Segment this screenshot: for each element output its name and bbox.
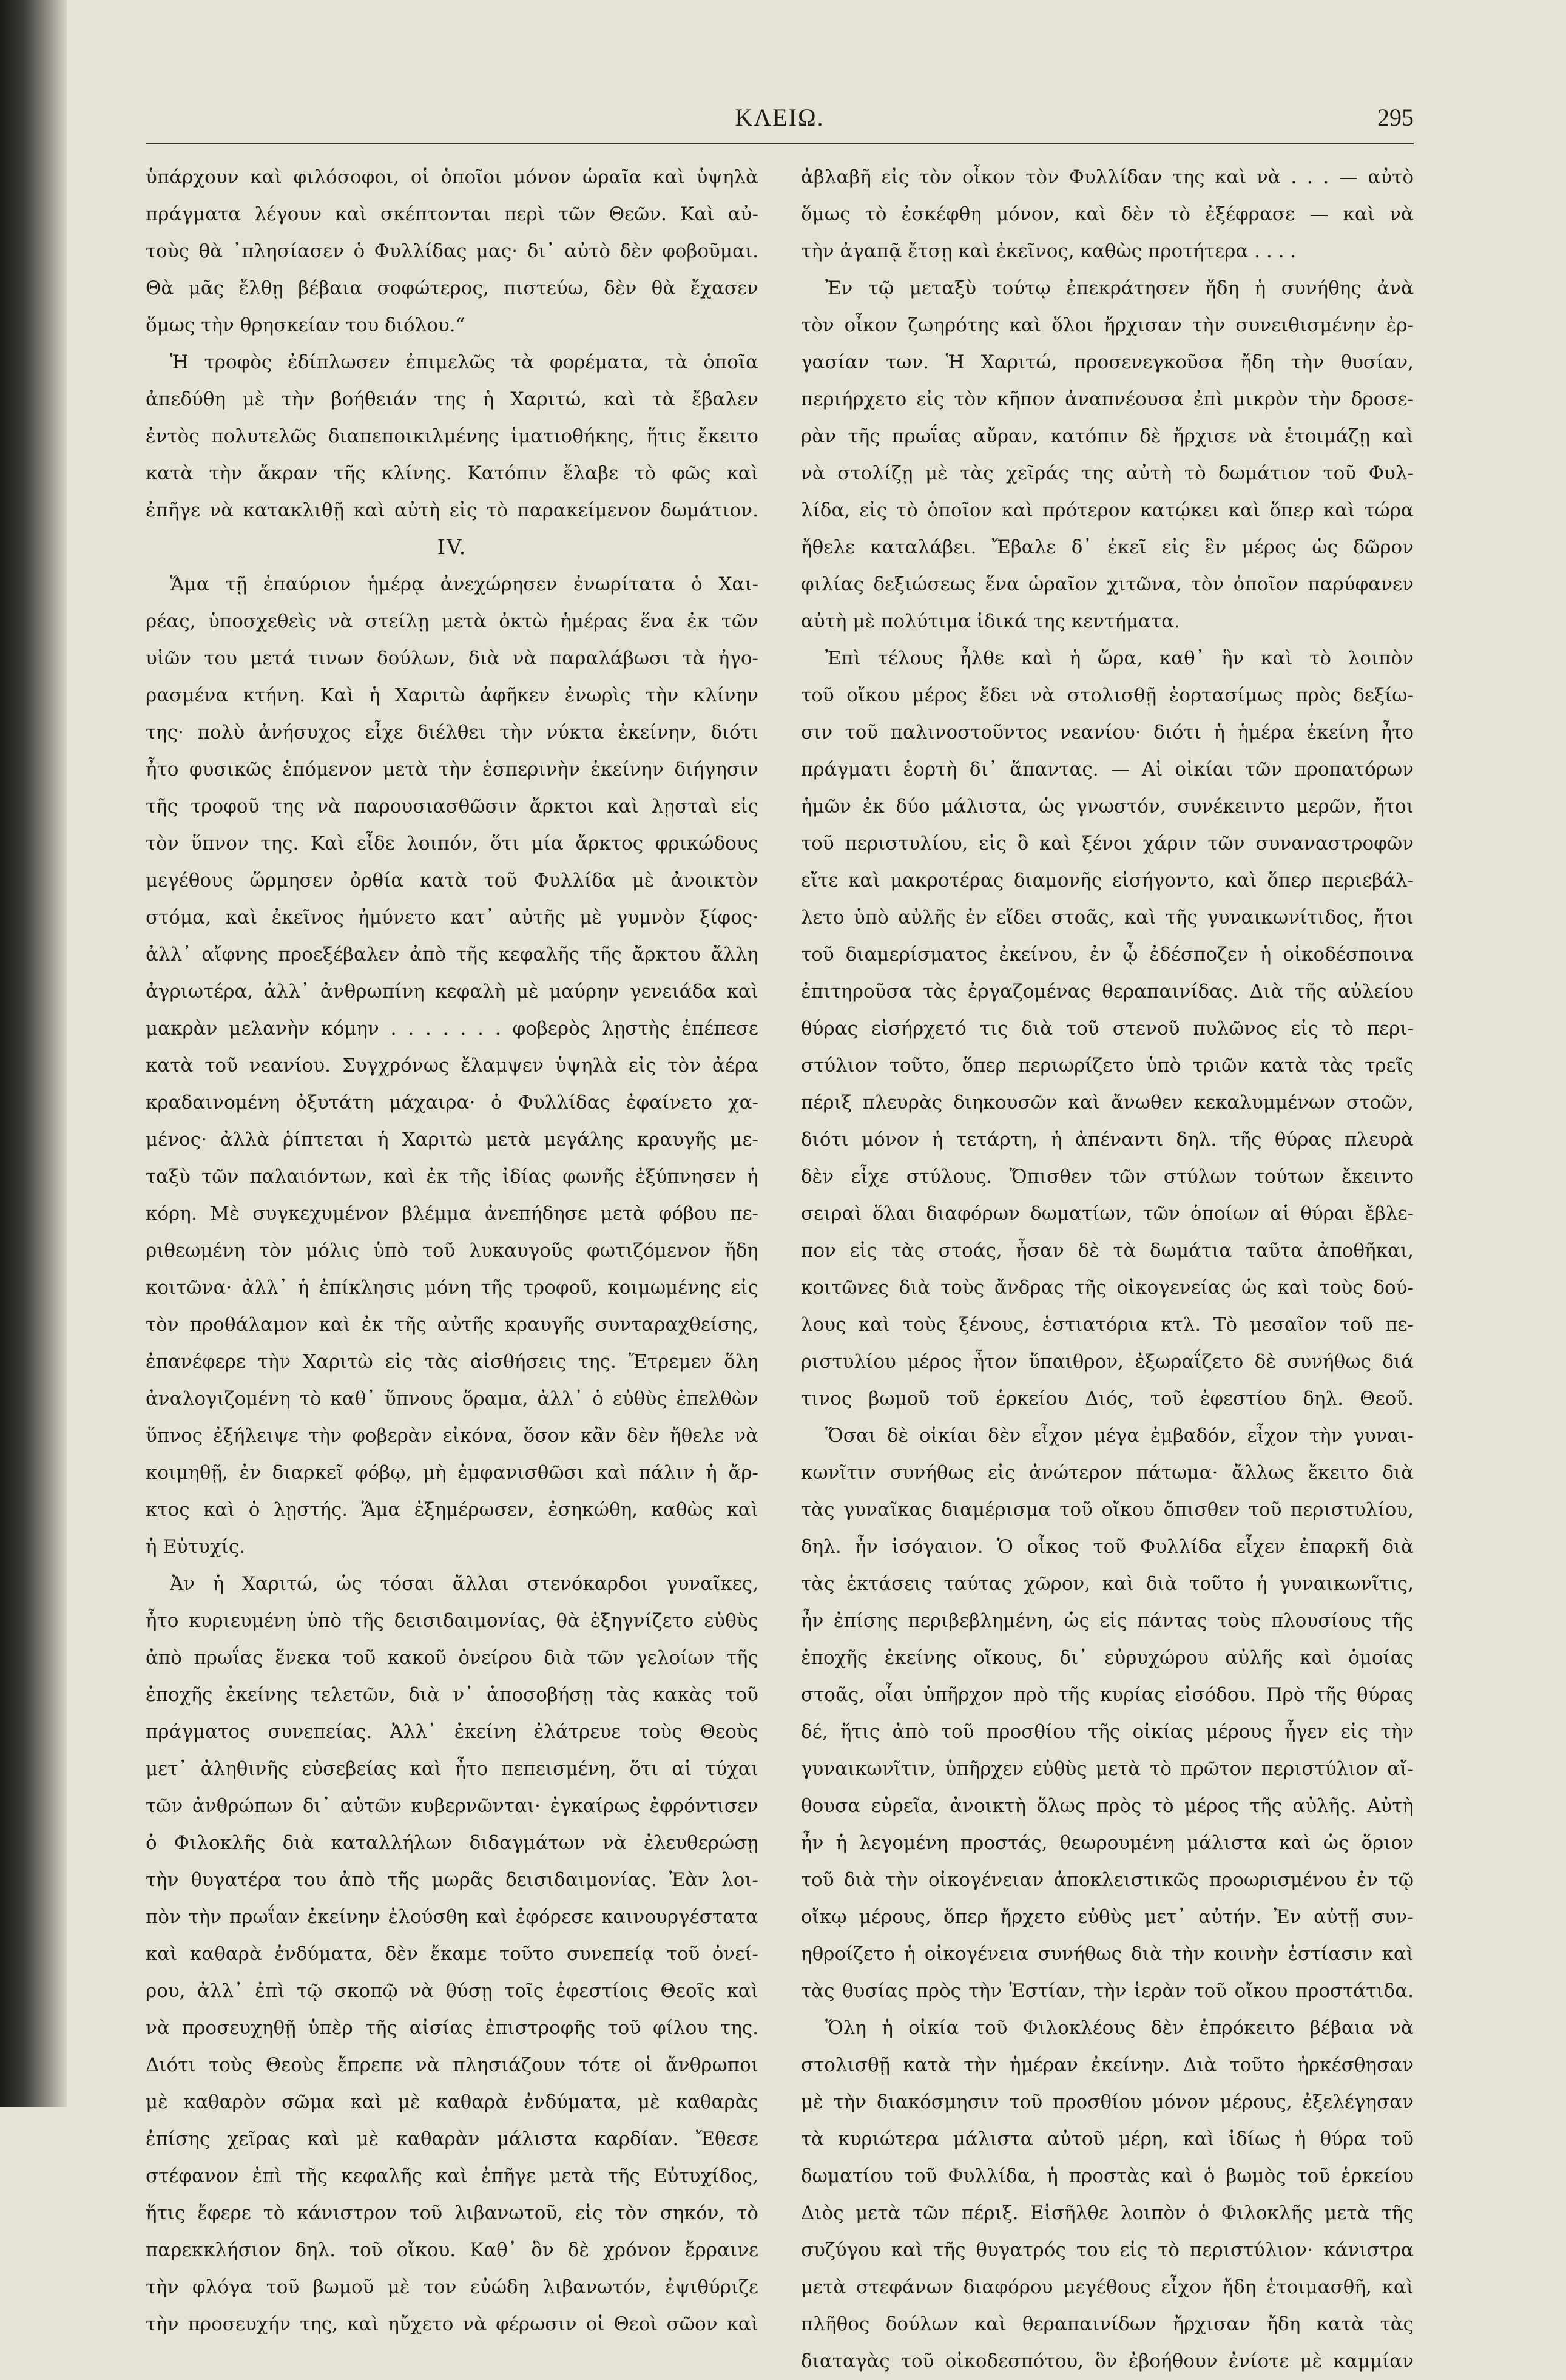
page-number: 295 [1377, 104, 1414, 131]
text-line: ἀναλογιζομένη τὸ καθ᾽ ὕπνους ὅραμα, ἀλλ᾽ ὁ εὐθὺς ἐπελθὼν [146, 1388, 758, 1410]
text-line: Ἡ τροφὸς ἐδίπλωσεν ἐπιμελῶς τὰ φορέματα, τὰ ὁποῖα [170, 351, 758, 373]
text-line: Ὅσαι δὲ οἰκίαι δὲν εἶχον μέγα ἐμβαδόν, εἶχον τὴν γυναι- [825, 1425, 1414, 1447]
text-line: κοιμηθῇ, ἐν διαρκεῖ φόβῳ, μὴ ἐμφανισθῶσι καὶ πάλιν ἡ ἄρ- [146, 1462, 758, 1484]
text-line: τοῦ οἴκου μέρος ἔδει νὰ στολισθῇ ἑορτασίμως πρὸς δεξίω- [801, 685, 1414, 706]
text-line: τὴν προσευχήν της, καὶ ηὔχετο νὰ φέρωσιν οἱ Θεοὶ σῶον καὶ [146, 2313, 758, 2335]
text-line: ἐπίσης χεῖρας καὶ μὲ καθαρὰν μάλιστα καρδίαν. Ἔθεσε [146, 2128, 758, 2150]
text-line: γασίαν των. Ἡ Χαριτώ, προσενεγκοῦσα ἤδη τὴν θυσίαν, [801, 351, 1414, 373]
text-line: λίδα, εἰς τὸ ὁποῖον καὶ πρότερον κατῴκει καὶ ὅπερ καὶ τώρα [801, 499, 1414, 521]
text-line: στολισθῇ κατὰ τὴν ἡμέραν ἐκείνην. Διὰ τοῦτο ἠρκέσθησαν [801, 2054, 1414, 2076]
text-line: πλῆθος δούλων καὶ θεραπαινίδων ἤρχισαν ἤδη κατὰ τὰς [801, 2313, 1414, 2335]
text-line: πέριξ πλευρὰς διηκουσῶν καὶ ἄνωθεν κεκαλυμμένων στοῶν, [801, 1092, 1414, 1114]
text-line: τῆς τροφοῦ της νὰ παρουσιασθῶσιν ἄρκτοι καὶ λῃσταὶ εἰς [146, 796, 758, 817]
text-line: ἦτο κυριευμένη ὑπὸ τῆς δεισιδαιμονίας, θὰ ἐξηγνίζετο εὐθὺς [146, 1610, 758, 1632]
text-line: τῶν ἀνθρώπων δι᾽ αὐτῶν κυβερνῶνται· ἐγκαίρως ἐφρόντισεν [146, 1795, 758, 1817]
text-line: τὸν προθάλαμον καὶ ἐκ τῆς αὐτῆς κραυγῆς συνταραχθείσης, [146, 1314, 758, 1336]
text-line: δηλ. ἦν ἰσόγαιον. Ὁ οἶκος τοῦ Φυλλίδα εἶχεν ἐπαρκῆ διὰ [801, 1536, 1414, 1558]
text-line: τὴν φλόγα τοῦ βωμοῦ μὲ τον εὐώδη λιβανωτόν, ἐψιθύριζε [146, 2276, 758, 2298]
text-line: ὕπνος ἐξήλειψε τὴν φοβερὰν εἰκόνα, ὅσον κἂν δὲν ἤθελε νὰ [146, 1425, 758, 1447]
text-line: νὰ προσευχηθῇ ὑπὲρ τῆς αἰσίας ἐπιστροφῆς τοῦ φίλου της. [146, 2017, 758, 2039]
text-line: μὲ τὴν διακόσμησιν τοῦ προσθίου μόνον μέρους, ἐξελέγησαν [801, 2091, 1414, 2113]
text-line: τοῦ διὰ τὴν οἰκογένειαν ἀποκλειστικῶς προωρισμένου ἐν τῷ [801, 1869, 1414, 1891]
text-line: κατὰ τοῦ νεανίου. Συγχρόνως ἔλαμψεν ὑψηλὰ εἰς τὸν ἀέρα [146, 1055, 758, 1077]
header-rule [146, 143, 1414, 144]
text-line: τὸν οἶκον ζωηρότης καὶ ὅλοι ἤρχισαν τὴν συνειθισμένην ἐρ- [801, 314, 1414, 336]
text-line: ἥτις ἔφερε τὸ κάνιστρον τοῦ λιβανωτοῦ, εἰς τὸν σηκόν, τὸ [146, 2202, 758, 2224]
right-text-column [801, 159, 1414, 2380]
text-line: δέ, ἥτις ἀπὸ τοῦ προσθίου τῆς οἰκίας μέρους ἦγεν εἰς τὴν [801, 1721, 1414, 1743]
text-line: υἱῶν του μετά τινων δούλων, διὰ νὰ παραλάβωσι τὰ ἠγο- [146, 647, 758, 669]
text-line: ηθροίζετο ἡ οἰκογένεια συνήθως διὰ τὴν κοινὴν ἑστίασιν καὶ [801, 1943, 1414, 1965]
text-line: ἐποχῆς ἐκείνης οἴκους, δι᾽ εὐρυχώρου αὐλῆς καὶ ὁμοίας [801, 1647, 1414, 1669]
text-line: Ἐπὶ τέλους ἦλθε καὶ ἡ ὥρα, καθ᾽ ἣν καὶ τὸ λοιπὸν [825, 647, 1414, 669]
text-line: ἐπιτηροῦσα τὰς ἐργαζομένας θεραπαινίδας. Διὰ τῆς αὐλείου [801, 981, 1414, 1002]
text-line: στύλιον τοῦτο, ὅπερ περιωρίζετο ὑπὸ τριῶν κατὰ τὰς τρεῖς [801, 1055, 1414, 1077]
text-line: οἴκῳ μέρους, ὅπερ ἤρχετο εὐθὺς μετ᾽ αὐτήν. Ἐν αὐτῇ συν- [801, 1906, 1414, 1928]
text-line: τὸν ὕπνον της. Καὶ εἶδε λοιπόν, ὅτι μία ἄρκτος φρικώδους [146, 833, 758, 854]
text-line: ἀγριωτέρα, ἀλλ᾽ ἀνθρωπίνη κεφαλὴ μὲ μαύρην γενειάδα καὶ [146, 981, 758, 1002]
text-line: λετο ὑπὸ αὐλῆς ἐν εἴδει στοᾶς, καὶ τῆς γυναικωνίτιδος, ἤτοι [801, 907, 1414, 928]
text-line: μετ᾽ ἀληθινῆς εὐσεβείας καὶ ἦτο πεπεισμένη, ὅτι αἱ τύχαι [146, 1758, 758, 1780]
text-line: θύρας εἰσήρχετό τις διὰ τοῦ στενοῦ πυλῶνος εἰς τὸ περι- [801, 1018, 1414, 1040]
text-line: στέφανον ἐπὶ τῆς κεφαλῆς καὶ ἐπῆγε μετὰ τῆς Εὐτυχίδος, [146, 2165, 758, 2187]
text-line: ἐποχῆς ἐκείνης τελετῶν, διὰ ν᾽ ἀποσοβήσῃ τὰς κακὰς τοῦ [146, 1684, 758, 1706]
text-line: στοᾶς, οἷαι ὑπῆρχον πρὸ τῆς κυρίας εἰσόδου. Πρὸ τῆς θύρας [801, 1684, 1414, 1706]
text-line: ὅμως τὸ ἐσκέφθη μόνον, καὶ δὲν τὸ ἐξέφρασε — καὶ νὰ [801, 203, 1414, 225]
text-line: πράγματα λέγουν καὶ σκέπτονται περὶ τῶν Θεῶν. Καὶ αὐ- [146, 203, 758, 225]
section-heading: IV. [437, 535, 467, 560]
text-line: διαταγὰς τοῦ οἰκοδεσπότου, ὃν ἐβοήθουν ἐνίοτε μὲ καμμίαν [801, 2350, 1414, 2372]
text-line: εἴτε καὶ μακροτέρας διαμονῆς εἰσήγοντο, καὶ ὅπερ περιεβάλ- [801, 870, 1414, 891]
text-line: ὅμως τὴν θρησκείαν του διόλου.“ [146, 314, 465, 336]
text-line: τὰς ἐκτάσεις ταύτας χῶρον, καὶ διὰ τοῦτο ἡ γυναικωνῖτις, [801, 1573, 1414, 1595]
text-line: πον εἰς τὰς στοάς, ἦσαν δὲ τὰ δωμάτια ταῦτα ἀποθῆκαι, [801, 1240, 1414, 1262]
text-line: ἀλλ᾽ αἴφνης προεξέβαλεν ἀπὸ τῆς κεφαλῆς τῆς ἄρκτου ἄλλη [146, 944, 758, 965]
text-line: Διὸς μετὰ τῶν πέριξ. Εἰσῆλθε λοιπὸν ὁ Φιλοκλῆς μετὰ τῆς [801, 2202, 1414, 2224]
text-line: μεγέθους ὥρμησεν ὀρθία κατὰ τοῦ Φυλλίδα μὲ ἀνοικτὸν [146, 870, 758, 891]
page-header [146, 97, 1414, 140]
text-line: ἦτο φυσικῶς ἑπόμενον μετὰ τὴν ἑσπερινὴν ἐκείνην διήγησιν [146, 759, 758, 780]
text-line: σειραὶ ὅλαι διαφόρων δωματίων, τῶν ὁποίων αἱ θύραι ἔβλε- [801, 1203, 1414, 1225]
text-line: ὑπάρχουν καὶ φιλόσοφοι, οἱ ὁποῖοι μόνον ὡραῖα καὶ ὑψηλὰ [146, 166, 758, 188]
text-line: τὴν θυγατέρα του ἀπὸ τῆς μωρᾶς δεισιδαιμονίας. Ἐὰν λοι- [146, 1869, 758, 1891]
text-line: σιν τοῦ παλινοστοῦντος νεανίου· διότι ἡ ἡμέρα ἐκείνη ἦτο [801, 722, 1414, 743]
text-line: πράγματι ἑορτὴ δι᾽ ἅπαντας. — Αἱ οἰκίαι τῶν προπατόρων [801, 759, 1414, 780]
text-line: τὴν ἀγαπᾷ ἔτσῃ καὶ ἐκεῖνος, καθὼς προτήτερα . . . . [801, 240, 1297, 262]
text-line: ἀπεδύθη μὲ τὴν βοήθειάν της ἡ Χαριτώ, καὶ τὰ ἔβαλεν [146, 388, 758, 410]
text-line: θουσα εὐρεῖα, ἀνοικτὴ ὅλως πρὸς τὸ μέρος τῆς αὐλῆς. Αὐτὴ [801, 1795, 1414, 1817]
text-line: κραδαινομένη ὀξυτάτη μάχαιρα· ὁ Φυλλίδας ἐφαίνετο χα- [146, 1092, 758, 1114]
left-text-column [146, 159, 758, 2343]
text-line: Ἅμα τῇ ἐπαύριον ἡμέρᾳ ἀνεχώρησεν ἐνωρίτατα ὁ Χαι- [170, 573, 758, 595]
text-line: κόρη. Μὲ συγκεχυμένον βλέμμα ἀνεπήδησε μετὰ φόβου πε- [146, 1203, 758, 1225]
text-line: Ἐν τῷ μεταξὺ τούτῳ ἐπεκράτησεν ἤδη ἡ συνήθης ἀνὰ [825, 277, 1414, 299]
text-line: ἤθελε καταλάβει. Ἔβαλε δ᾽ ἐκεῖ εἰς ἓν μέρος ὡς δῶρον [801, 536, 1414, 558]
text-line: ἦν ἐπίσης περιβεβλημένη, ὡς εἰς πάντας τοὺς πλουσίους τῆς [801, 1610, 1414, 1632]
text-line: Διότι τοὺς Θεοὺς ἔπρεπε νὰ πλησιάζουν τότε οἱ ἄνθρωποι [146, 2054, 758, 2076]
text-line: ἐπανέφερε τὴν Χαριτὼ εἰς τὰς αἰσθήσεις της. Ἔτρεμεν ὅλη [146, 1351, 758, 1373]
text-line: ἡμῶν ἐκ δύο μάλιστα, ὡς γνωστόν, συνέκειντο μερῶν, ἤτοι [801, 796, 1414, 817]
book-spine-shadow [0, 0, 67, 2107]
text-line: ρασμένα κτήνη. Καὶ ἡ Χαριτὼ ἀφῆκεν ἐνωρὶς τὴν κλίνην [146, 685, 758, 706]
text-line: κατὰ τὴν ἄκραν τῆς κλίνης. Κατόπιν ἔλαβε τὸ φῶς καὶ [146, 462, 758, 484]
text-line: κωνῖτιν συνήθως εἰς ἀνώτερον πάτωμα· ἄλλως ἔκειτο διὰ [801, 1462, 1414, 1484]
text-line: κοιτῶνα· ἀλλ᾽ ἡ ἐπίκλησις μόνη τῆς τροφοῦ, κοιμωμένης εἰς [146, 1277, 758, 1299]
text-line: δὲν εἶχε στύλους. Ὄπισθεν τῶν στύλων τούτων ἔκειντο [801, 1166, 1414, 1188]
text-line: ἐντὸς πολυτελῶς διαπεποικιλμένης ἱματιοθήκης, ἥτις ἔκειτο [146, 425, 758, 447]
text-line: παρεκκλήσιον δηλ. τοῦ οἴκου. Καθ᾽ ὃν δὲ χρόνον ἔρραινε [146, 2239, 758, 2261]
text-line: ἐπῆγε νὰ κατακλιθῇ καὶ αὐτὴ εἰς τὸ παρακείμενον δωμάτιον. [146, 499, 758, 521]
text-line: διότι μόνον ἡ τετάρτη, ἡ ἀπέναντι δηλ. τῆς θύρας πλευρὰ [801, 1129, 1414, 1151]
text-line: πὸν τὴν πρωΐαν ἐκείνην ἐλούσθη καὶ ἐφόρεσε καινουργέστατα [146, 1906, 758, 1928]
text-line: λους καὶ τοὺς ξένους, ἑστιατόρια κτλ. Τὸ μεσαῖον τοῦ πε- [801, 1314, 1414, 1336]
text-line: νὰ στολίζῃ μὲ τὰς χεῖράς της αὐτὴ τὸ δωμάτιον τοῦ Φυλ- [801, 462, 1414, 484]
text-line: μένος· ἀλλὰ ῥίπτεται ἡ Χαριτὼ μετὰ μεγάλης κραυγῆς με- [146, 1129, 758, 1151]
text-line: συζύγου καὶ τῆς θυγατρός του εἰς τὸ περιστύλιον· κάνιστρα [801, 2239, 1414, 2261]
text-line: ρὰν τῆς πρωΐας αὔραν, κατόπιν δὲ ἤρχισε νὰ ἑτοιμάζῃ καὶ [801, 425, 1414, 447]
text-line: Θὰ μᾶς ἔλθῃ βέβαια σοφώτερος, πιστεύω, δὲν θὰ ἔχασεν [146, 277, 758, 299]
text-line: ριστυλίου μέρος ἦτον ὕπαιθρον, ἐξωραΐζετο δὲ συνήθως διά [801, 1351, 1414, 1373]
text-line: μετὰ στεφάνων διαφόρου μεγέθους εἶχον ἤδη ἑτοιμασθῆ, καὶ [801, 2276, 1414, 2298]
text-line: ἀβλαβῆ εἰς τὸν οἶκον τὸν Φυλλίδαν της καὶ νὰ . . . — αὐτὸ [801, 166, 1414, 188]
text-line: δωματίου τοῦ Φυλλίδα, ἡ προστὰς καὶ ὁ βωμὸς τοῦ ἑρκείου [801, 2165, 1414, 2187]
text-line: στόμα, καὶ ἐκεῖνος ἠμύνετο κατ᾽ αὐτῆς μὲ γυμνὸν ξίφος· [146, 907, 758, 928]
text-line: περιήρχετο εἰς τὸν κῆπον ἀναπνέουσα ἐπὶ μικρὸν τὴν δροσε- [801, 388, 1414, 410]
text-line: ρέας, ὑποσχεθεὶς νὰ στείλῃ μετὰ ὀκτὼ ἡμέρας ἕνα ἐκ τῶν [146, 610, 758, 632]
text-line: τινος βωμοῦ τοῦ ἑρκείου Διός, τοῦ ἐφεστίου δηλ. Θεοῦ. [801, 1388, 1414, 1410]
text-line: της· πολὺ ἀνήσυχος εἶχε διέλθει τὴν νύκτα ἐκείνην, διότι [146, 722, 758, 743]
text-line: φιλίας δεξιώσεως ἕνα ὡραῖον χιτῶνα, τὸν ὁποῖον παρύφανεν [801, 573, 1414, 595]
text-line: πράγματος συνεπείας. Ἀλλ᾽ ἐκείνη ἐλάτρευε τοὺς Θεοὺς [146, 1721, 758, 1743]
text-line: ἦν ἡ λεγομένη προστάς, θεωρουμένη μάλιστα καὶ ὡς ὅριον [801, 1832, 1414, 1854]
text-line: αὐτὴ μὲ πολύτιμα ἰδικά της κεντήματα. [801, 610, 1180, 632]
text-line: ἡ Εὐτυχίς. [146, 1536, 246, 1558]
text-line: ρου, ἀλλ᾽ ἐπὶ τῷ σκοπῷ νὰ θύσῃ τοῖς ἐφεστίοις Θεοῖς καὶ [146, 1980, 758, 2002]
text-line: τὰ κυριώτερα μάλιστα αὐτοῦ μέρη, καὶ ἰδίως ἡ θύρα τοῦ [801, 2128, 1414, 2150]
text-line: γυναικωνῖτιν, ὑπῆρχεν εὐθὺς μετὰ τὸ πρῶτον περιστύλιον αἴ- [801, 1758, 1414, 1780]
text-line: τὰς θυσίας πρὸς τὴν Ἑστίαν, τὴν ἱερὰν τοῦ οἴκου προστάτιδα. [801, 1980, 1414, 2002]
text-line: κτος καὶ ὁ λῃστής. Ἅμα ἐξημέρωσεν, ἐσηκώθη, καθὼς καὶ [146, 1499, 758, 1521]
text-line: Ὅλη ἡ οἰκία τοῦ Φιλοκλέους δὲν ἐπρόκειτο βέβαια νὰ [825, 2017, 1414, 2039]
text-line: ὁ Φιλοκλῆς διὰ καταλλήλων διδαγμάτων νὰ ἐλευθερώσῃ [146, 1832, 758, 1854]
text-line: Ἀν ἡ Χαριτώ, ὡς τόσαι ἄλλαι στενόκαρδοι γυναῖκες, [170, 1573, 758, 1595]
text-line: τοῦ περιστυλίου, εἰς ὃ καὶ ξένοι χάριν τῶν συναναστροφῶν [801, 833, 1414, 854]
text-line: μὲ καθαρὸν σῶμα καὶ μὲ καθαρὰ ἐνδύματα, μὲ καθαρὰς [146, 2091, 758, 2113]
text-line: καὶ καθαρὰ ἐνδύματα, δὲν ἔκαμε τοῦτο συνεπείᾳ τοῦ ὀνεί- [146, 1943, 758, 1965]
text-line: ἀπὸ πρωΐας ἕνεκα τοῦ κακοῦ ὀνείρου διὰ τῶν γελοίων τῆς [146, 1647, 758, 1669]
text-line: κοιτῶνες διὰ τοὺς ἄνδρας τῆς οἰκογενείας ὡς καὶ τοὺς δού- [801, 1277, 1414, 1299]
text-line: ριθεωμένη τὸν μόλις ὑπὸ τοῦ λυκαυγοῦς φωτιζόμενον ἤδη [146, 1240, 758, 1262]
text-line: ταξὺ τῶν παλαιόντων, καὶ ἐκ τῆς ἰδίας φωνῆς ἐξύπνησεν ἡ [146, 1166, 758, 1188]
text-line: τοὺς θὰ ᾽πλησίασεν ὁ Φυλλίδας μας· δι᾽ αὐτὸ δὲν φοβοῦμαι. [146, 240, 758, 262]
text-line: μακρὰν μελανὴν κόμην . . . . . . . φοβερὸς λῃστὴς ἐπέπεσε [146, 1018, 758, 1040]
text-line: τὰς γυναῖκας διαμέρισμα τοῦ οἴκου ὄπισθεν τοῦ περιστυλίου, [801, 1499, 1414, 1521]
running-title: ΚΛΕΙΩ. [735, 104, 825, 131]
text-line: τοῦ διαμερίσματος ἐκείνου, ἐν ᾧ ἐδέσποζεν ἡ οἰκοδέσποινα [801, 944, 1414, 965]
